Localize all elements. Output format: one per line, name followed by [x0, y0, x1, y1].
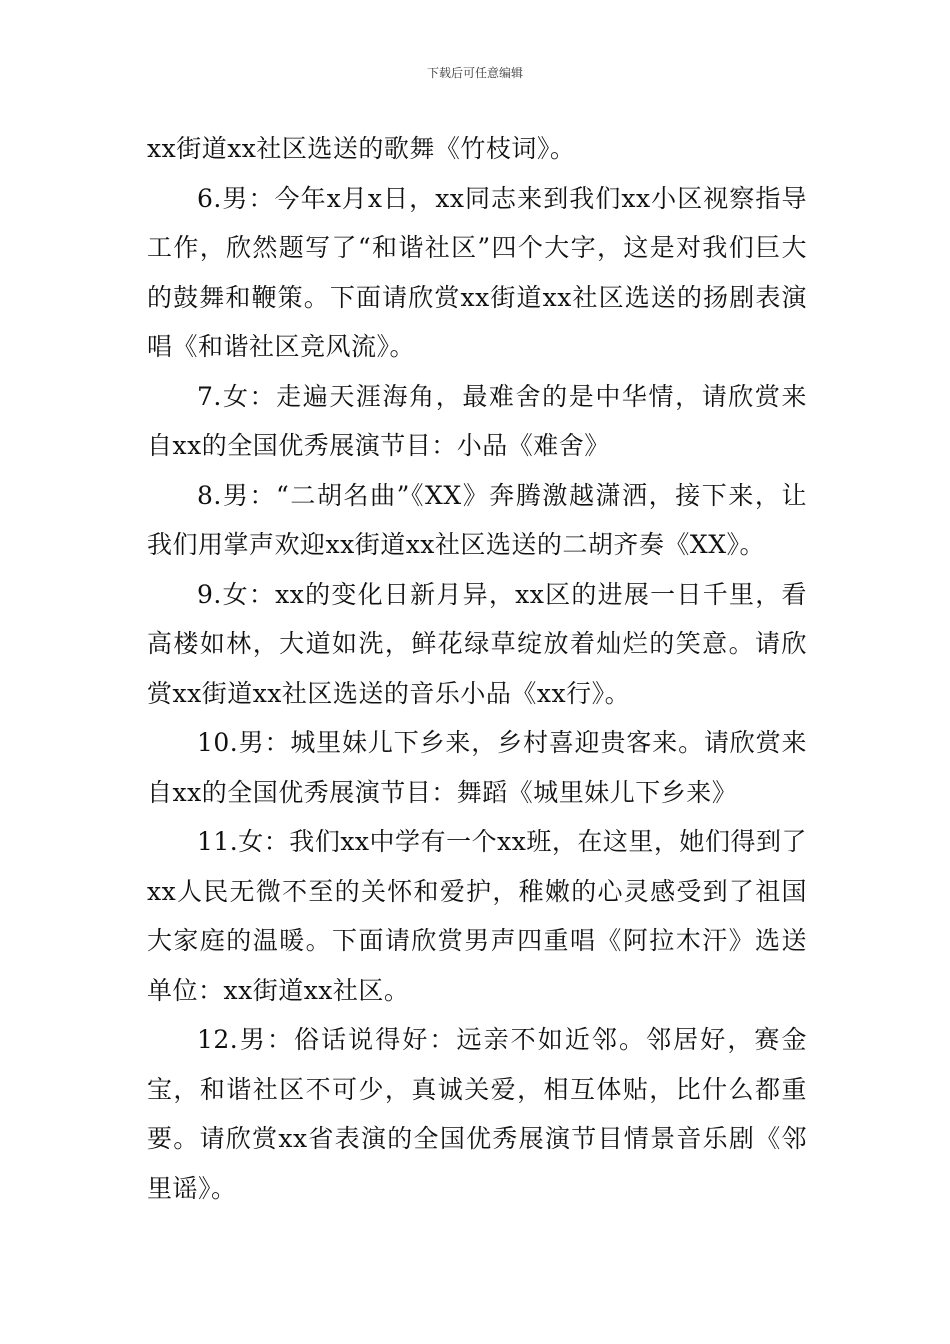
document-body [147, 124, 807, 1213]
paragraph: 11.女：我们xx中学有一个xx班，在这里，她们得到了xx人民无微不至的关怀和爱护，稚嫩的心灵感受到了祖国大家庭的温暖。下面请欣赏男声四重唱《阿拉木汗》选送单位：xx街道xx社区。 [147, 827, 807, 1005]
paragraph: 6.男：今年x月x日，xx同志来到我们xx小区视察指导工作，欣然题写了“和谐社区”四个大字，这是对我们巨大的鼓舞和鞭策。下面请欣赏xx街道xx社区选送的扬剧表演唱《和谐社区竞风流》。 [147, 183, 807, 361]
paragraph: 7.女：走遍天涯海角，最难舍的是中华情，请欣赏来自xx的全国优秀展演节目：小品《难舍》 [147, 381, 807, 460]
page-header: 下载后可任意编辑 [426, 66, 523, 80]
paragraph: xx街道xx社区选送的歌舞《竹枝词》。 [147, 134, 576, 163]
paragraph: 12.男：俗话说得好：远亲不如近邻。邻居好，赛金宝，和谐社区不可少，真诚关爱，相互体贴，比什么都重要。请欣赏xx省表演的全国优秀展演节目情景音乐剧《邻里谣》。 [147, 1025, 807, 1203]
paragraph: 10.男：城里妹儿下乡来，乡村喜迎贵客来。请欣赏来自xx的全国优秀展演节目：舞蹈《城里妹儿下乡来》 [147, 728, 807, 807]
paragraph: 8.男：“二胡名曲”《XX》奔腾激越潇洒，接下来，让我们用掌声欢迎xx街道xx社区选送的二胡齐奏《XX》。 [147, 480, 807, 559]
paragraph: 9.女：xx的变化日新月异，xx区的进展一日千里，看高楼如林，大道如洗，鲜花绿草绽放着灿烂的笑意。请欣赏xx街道xx社区选送的音乐小品《xx行》。 [147, 579, 807, 708]
